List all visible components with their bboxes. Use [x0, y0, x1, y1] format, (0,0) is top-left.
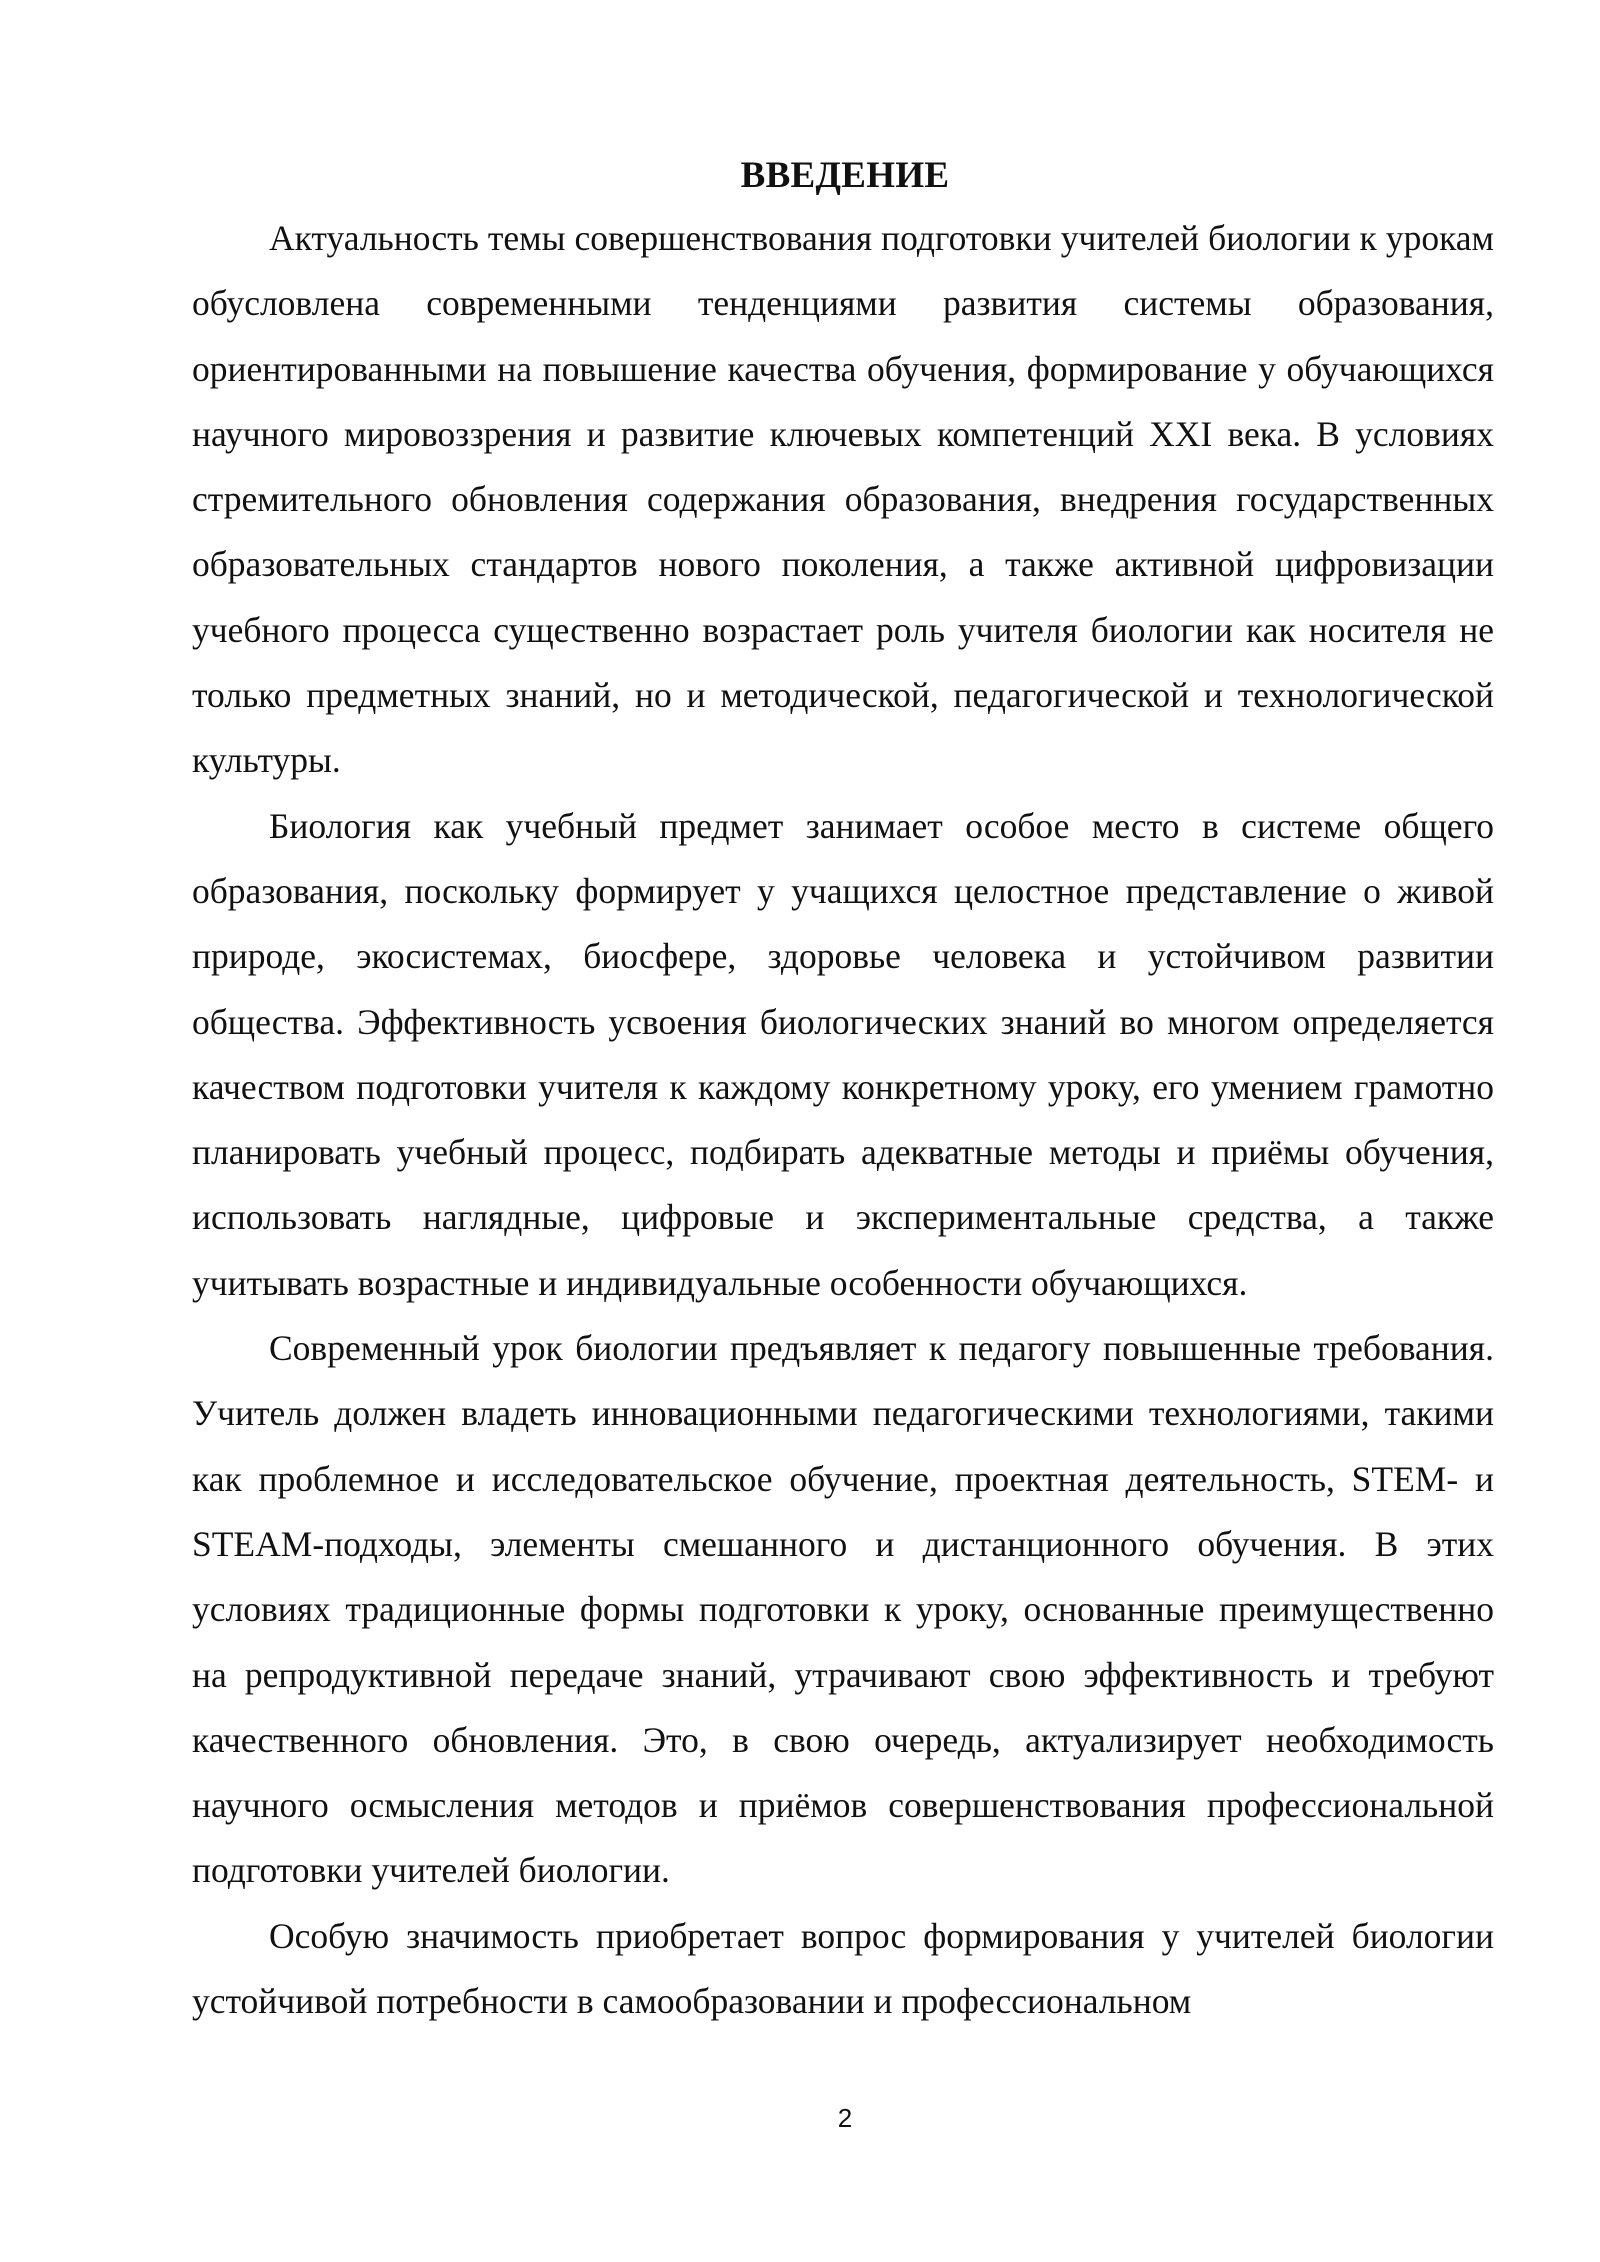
- page-number: 2: [837, 2103, 853, 2133]
- body-text: [192, 206, 1494, 2034]
- section-heading: ВВЕДЕНИЕ: [740, 155, 950, 196]
- paragraph-self-education: Особую значимость приобретает вопрос формирования у учителей биологии устойчивой потребности в самообразовании и профессиональном: [192, 1915, 1494, 2022]
- paragraph-relevance: Актуальность темы совершенствования подготовки учителей биологии к урокам обусловлена современными тенденциями развития системы образования, ориентированными на повышение качества обучения, формирование у обучающихся научного мировоззрения и развитие ключевых компетенций XXI века. В условиях стремительного обновления содержания образования, внедрения государственных образовательных стандартов нового поколения, а также активной цифровизации учебного процесса существенно возрастает роль учителя биологии как носителя не только предметных знаний, но и методической, педагогической и технологической культуры.: [192, 218, 1494, 781]
- paragraph-modern-lesson: Современный урок биологии предъявляет к педагогу повышенные требования. Учитель должен владеть инновационными педагогическими технологиями, такими как проблемное и исследовательское обучение, проектная деятельность, STEM- и STEAM-подходы, элементы смешанного и дистанционного обучения. В этих условиях традиционные формы подготовки к уроку, основанные преимущественно на репродуктивной передаче знаний, утрачивают свою эффективность и требуют качественного обновления. Это, в свою очередь, актуализирует необходимость научного осмысления методов и приёмов совершенствования профессиональной подготовки учителей биологии.: [192, 1328, 1494, 1891]
- paragraph-biology-subject: Биология как учебный предмет занимает особое место в системе общего образования, поскольку формирует у учащихся целостное представление о живой природе, экосистемах, биосфере, здоровье человека и устойчивом развитии общества. Эффективность усвоения биологических знаний во многом определяется качеством подготовки учителя к каждому конкретному уроку, его умением грамотно планировать учебный процесс, подбирать адекватные методы и приёмы обучения, использовать наглядные, цифровые и экспериментальные средства, а также учитывать возрастные и индивидуальные особенности обучающихся.: [192, 805, 1494, 1303]
